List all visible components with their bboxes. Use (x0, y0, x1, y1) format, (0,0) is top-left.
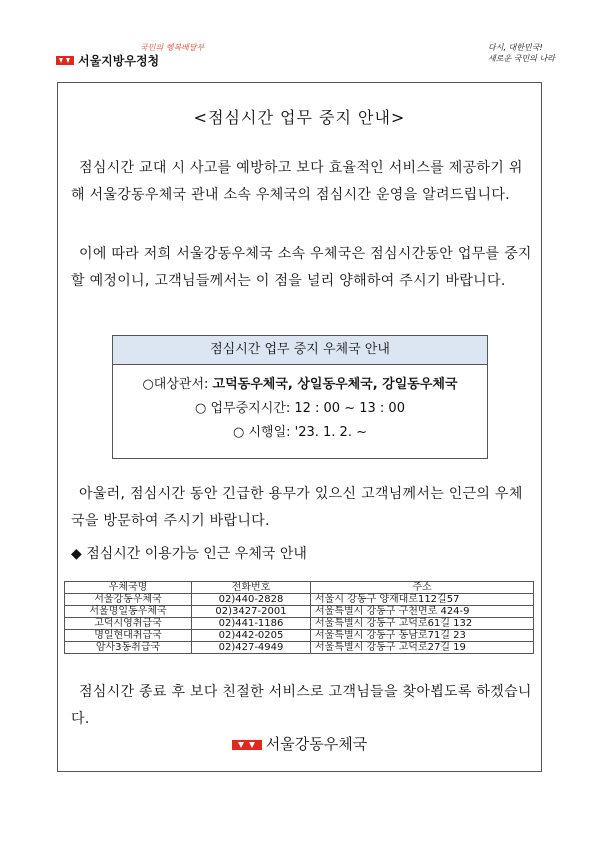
effective-date: ○ 시행일: '23. 1. 2. ~ (232, 425, 367, 440)
nearby-paragraph: 아울러, 점심시간 동안 긴급한 용무가 있으신 고객님께서는 인근의 우체국을 방문하여 주시기 바랍니다. (71, 486, 523, 529)
office-phone: 02)442-0205 (192, 630, 311, 642)
notice-box (112, 335, 488, 459)
slogan-line: 다시, 대한민국! (488, 43, 543, 52)
table-row (65, 630, 534, 642)
office-name: 서울강동우체국 (65, 594, 192, 606)
office-name: 고덕시영취급국 (65, 618, 192, 630)
table-row (65, 642, 534, 654)
post-logo-icon (232, 738, 262, 752)
suspension-hours: ○ 업무중지시간: 12 : 00 ~ 13 : 00 (195, 401, 405, 416)
slogan-line: 새로운 국민의 나라 (488, 54, 555, 63)
column-header: 주소 (311, 582, 534, 594)
office-address: 서울특별시 강동구 고덕로61길 132 (311, 618, 534, 630)
office-phone: 02)427-4949 (192, 642, 311, 654)
table-header-row (65, 582, 534, 594)
closing-paragraph: 점심시간 종료 후 보다 친절한 서비스로 고객님들을 찾아뵙도록 하겠습니다. (71, 684, 532, 727)
post-logo-icon (56, 56, 74, 65)
column-header: 전화번호 (192, 582, 311, 594)
target-offices (113, 373, 487, 397)
notice-paragraph: 이에 따라 저희 서울강동우체국 소속 우체국은 점심시간동안 업무를 중지할 예정이니, 고객님들께서는 이 점을 널리 양해하여 주시기 바랍니다. (71, 246, 532, 289)
table-row (65, 606, 534, 618)
notice-box-heading: 점심시간 업무 중지 우체국 안내 (113, 336, 487, 365)
table-row (65, 618, 534, 630)
target-list: 고덕동우체국, 상일동우체국, 강일동우체국 (212, 377, 458, 392)
office-name: 명일현대취급국 (65, 630, 192, 642)
government-slogan (488, 42, 555, 64)
agency-name: 서울지방우정청 (78, 54, 160, 68)
office-address: 서울시 강동구 양재대로112길57 (311, 594, 534, 606)
office-phone: 02)441-1186 (192, 618, 311, 630)
office-address: 서울특별시 강동구 고덕로27길 19 (311, 642, 534, 654)
intro-paragraph: 점심시간 교대 시 사고를 예방하고 보다 효율적인 서비스를 제공하기 위해 서울강동우체국 관내 소속 우체국의 점심시간 운영을 알려드립니다. (71, 160, 523, 203)
office-address: 서울특별시 강동구 구천면로 424-9 (311, 606, 534, 618)
office-phone: 02)3427-2001 (192, 606, 311, 618)
office-address: 서울특별시 강동구 동남로71길 23 (311, 630, 534, 642)
table-row (65, 594, 534, 606)
office-name: 암사3동취급국 (65, 642, 192, 654)
office-signature: 서울강동우체국 (265, 735, 368, 753)
column-header: 우체국명 (65, 582, 192, 594)
office-phone: 02)440-2828 (192, 594, 311, 606)
notice-title: <점심시간 업무 중지 안내> (193, 108, 406, 127)
nearby-heading: ◆ 점심시간 이용가능 인근 우체국 안내 (71, 546, 307, 562)
nearby-offices-table (64, 581, 534, 654)
notice-frame (57, 82, 542, 772)
agency-slogan: 국민의 행복배달부 (140, 43, 205, 52)
footer-signature (58, 733, 541, 754)
target-label: ○대상관서: (142, 377, 213, 392)
office-name: 서울명일동우체국 (65, 606, 192, 618)
